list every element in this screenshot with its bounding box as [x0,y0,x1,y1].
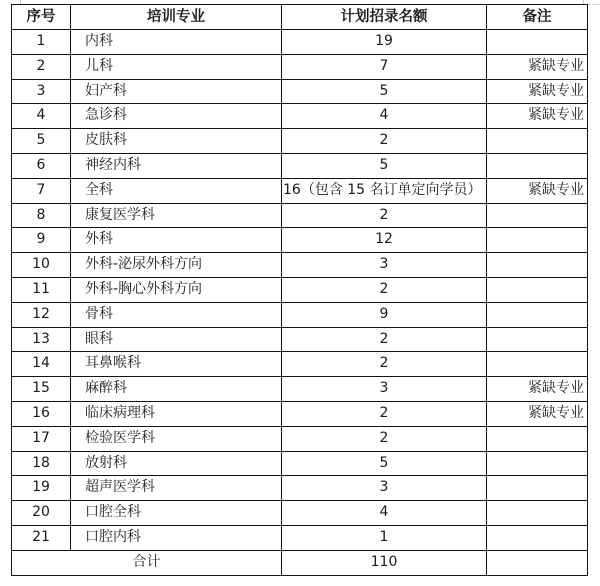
row-note-text: 紧缺专业 [528,181,584,198]
row-quota-text: 7 [379,57,389,74]
row-seq: 6 [12,153,71,178]
row-note [487,54,588,79]
row-quota [282,377,487,402]
table-body [12,30,588,551]
row-major-text: 临床病理科 [85,404,155,421]
row-seq: 4 [12,104,71,129]
row-quota-text: 2 [379,330,389,347]
row-seq: 2 [12,54,71,79]
row-major [71,476,282,501]
row-note [487,153,588,178]
row-major-text: 检验医学科 [85,429,155,446]
row-quota [282,104,487,129]
recruitment-plan-table [11,4,588,576]
row-major-text: 内科 [85,33,113,49]
row-note-text [584,281,587,297]
row-quota-text: 5 [379,454,389,471]
row-major [71,129,282,154]
row-note [487,129,588,154]
row-seq: 14 [12,352,71,377]
row-note [487,451,588,476]
table-row [12,228,588,253]
row-note-text [584,207,587,223]
row-note-text: 紧缺专业 [528,82,584,99]
table-row [12,302,588,327]
row-seq: 10 [12,253,71,278]
total-quota: 110 [282,550,487,575]
row-major [71,525,282,550]
row-note [487,30,588,55]
table-row [12,327,588,352]
row-quota-text: 2 [379,404,389,421]
row-major [71,401,282,426]
row-major-text: 急诊科 [85,107,127,124]
row-quota-text: 9 [379,305,389,322]
row-quota [282,30,487,55]
row-quota [282,426,487,451]
row-note-text [584,331,587,347]
row-quota-text: 2 [379,206,389,223]
total-row [12,550,588,575]
row-note-text: 紧缺专业 [528,57,584,74]
row-note-text [584,479,587,495]
table-row [12,451,588,476]
row-major [71,253,282,278]
row-quota-text: 12 [375,231,393,248]
row-quota [282,525,487,550]
table-row [12,178,588,203]
row-seq: 11 [12,277,71,302]
row-quota-text: 3 [379,380,389,397]
row-quota [282,352,487,377]
row-quota [282,178,487,203]
row-quota-text: 4 [379,504,389,521]
row-quota-text: 3 [379,256,389,273]
row-major-text: 外科-胸心外科方向 [85,280,203,297]
row-major [71,203,282,228]
row-major [71,178,282,203]
table-row [12,476,588,501]
row-quota-text: 2 [379,132,389,149]
row-major [71,377,282,402]
row-major [71,501,282,526]
header-quota: 计划招录名额 [282,5,487,30]
row-quota-text: 2 [379,280,389,297]
row-quota [282,228,487,253]
header-note: 备注 [487,5,588,30]
row-major [71,30,282,55]
row-note [487,525,588,550]
row-note-text [584,33,587,49]
row-seq: 5 [12,129,71,154]
row-quota [282,253,487,278]
row-major-text: 外科 [85,231,113,248]
row-major [71,228,282,253]
row-note-text [584,306,587,322]
row-quota-text: 1 [379,528,389,545]
row-seq: 3 [12,79,71,104]
row-note [487,501,588,526]
row-quota [282,203,487,228]
row-note-text [584,504,587,520]
row-seq: 18 [12,451,71,476]
table-row [12,79,588,104]
row-note-text: 紧缺专业 [528,404,584,421]
row-quota-text: 5 [379,82,389,99]
row-major [71,302,282,327]
row-major-text: 皮肤科 [85,132,127,149]
row-note-text [584,256,587,272]
row-quota-text: 19 [375,33,393,49]
row-note-text [584,455,587,471]
row-major-text: 口腔内科 [85,528,141,545]
row-major-text: 麻醉科 [85,380,127,397]
table-row [12,401,588,426]
row-quota [282,277,487,302]
row-seq: 12 [12,302,71,327]
row-note-text [584,430,587,446]
row-note [487,178,588,203]
table-row [12,253,588,278]
row-quota [282,129,487,154]
table-row [12,153,588,178]
row-note [487,377,588,402]
header-major: 培训专业 [71,5,282,30]
row-quota [282,54,487,79]
row-major-text: 妇产科 [85,82,127,99]
row-major-text: 全科 [85,181,113,198]
table-row [12,501,588,526]
row-major [71,426,282,451]
row-quota-text: 3 [379,479,389,496]
row-note-text [584,157,587,173]
row-major [71,352,282,377]
row-note [487,352,588,377]
row-quota [282,153,487,178]
row-quota-text: 5 [379,156,389,173]
row-note-text [584,529,587,545]
row-major [71,54,282,79]
header-seq: 序号 [12,5,71,30]
row-note [487,228,588,253]
table-row [12,525,588,550]
row-quota [282,476,487,501]
table-row [12,129,588,154]
row-note [487,401,588,426]
row-seq: 20 [12,501,71,526]
row-seq: 16 [12,401,71,426]
row-note-text [584,355,587,371]
row-major [71,451,282,476]
row-quota-text: 2 [379,429,389,446]
row-note [487,79,588,104]
table-row [12,426,588,451]
row-note [487,203,588,228]
row-quota-text: 4 [379,107,389,124]
row-seq: 15 [12,377,71,402]
table-row [12,203,588,228]
row-note [487,476,588,501]
row-note-text: 紧缺专业 [528,107,584,124]
row-quota [282,79,487,104]
row-major-text: 放射科 [85,454,127,471]
row-quota [282,501,487,526]
row-seq: 1 [12,30,71,55]
row-quota [282,327,487,352]
row-major [71,327,282,352]
row-major-text: 儿科 [85,57,113,74]
row-seq: 19 [12,476,71,501]
row-major [71,153,282,178]
row-note [487,302,588,327]
row-note-text: 紧缺专业 [528,380,584,397]
row-quota [282,401,487,426]
row-major-text: 口腔全科 [85,504,141,521]
table-row [12,377,588,402]
row-note [487,104,588,129]
row-seq: 9 [12,228,71,253]
row-note [487,327,588,352]
row-seq: 8 [12,203,71,228]
total-note [487,550,588,575]
row-major-text: 康复医学科 [85,206,155,223]
table-header-row [12,5,588,30]
row-quota [282,302,487,327]
table-row [12,104,588,129]
row-seq: 21 [12,525,71,550]
row-major-text: 神经内科 [85,156,141,173]
row-major-text: 耳鼻喉科 [85,355,141,372]
table-row [12,54,588,79]
table-row [12,277,588,302]
row-note [487,277,588,302]
table-row [12,352,588,377]
row-seq: 17 [12,426,71,451]
row-note-text [584,132,587,148]
row-major-text: 超声医学科 [85,479,155,496]
row-major-text: 骨科 [85,305,113,322]
row-major [71,79,282,104]
row-note [487,253,588,278]
row-quota [282,451,487,476]
row-note-text [584,231,587,247]
row-note [487,426,588,451]
row-major [71,104,282,129]
row-quota-text: 2 [379,355,389,372]
row-seq: 13 [12,327,71,352]
total-label: 合计 [12,550,282,575]
row-major [71,277,282,302]
row-major-text: 眼科 [85,330,113,347]
table-row [12,30,588,55]
row-quota-text: 16（包含 15 名订单定向学员） [283,181,482,198]
row-major-text: 外科-泌尿外科方向 [85,256,203,273]
row-seq: 7 [12,178,71,203]
